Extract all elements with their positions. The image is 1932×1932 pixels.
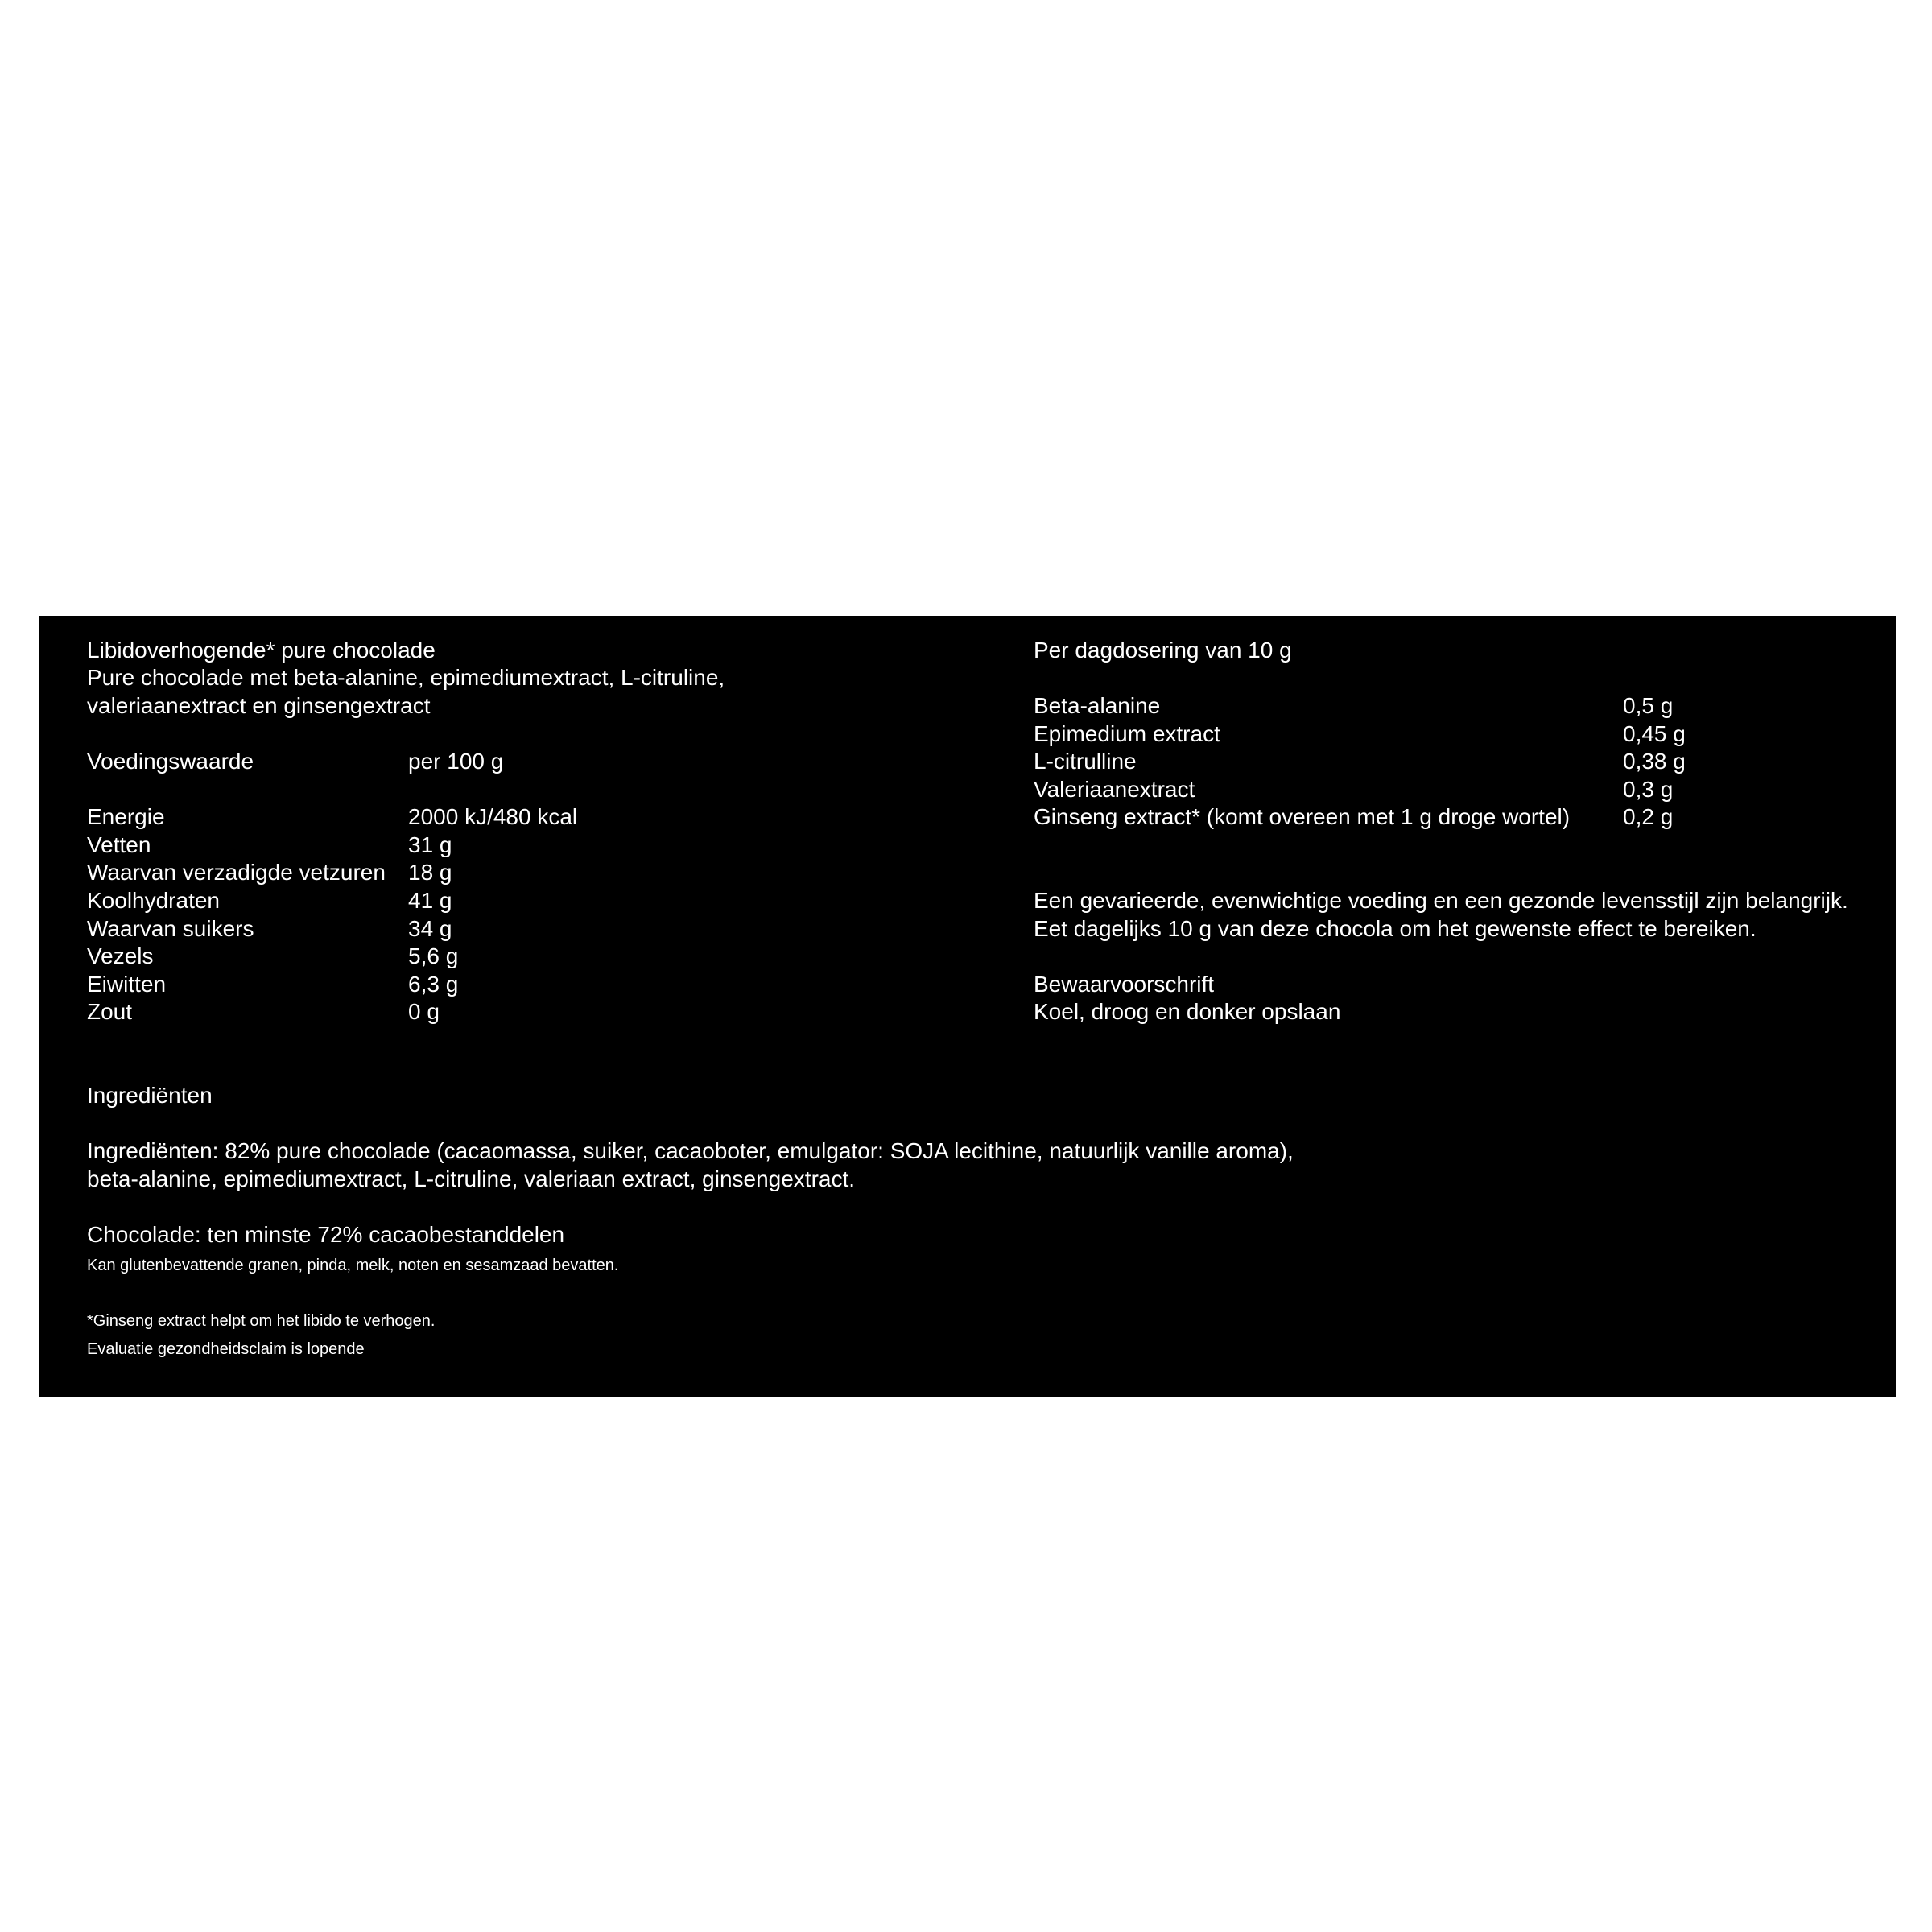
nutrition-row-value: 34 g	[408, 916, 452, 941]
label-panel	[39, 616, 1896, 1397]
nutrition-row-value: 2000 kJ/480 kcal	[408, 804, 578, 829]
product-description-line: valeriaanextract en ginsengextract	[87, 693, 431, 718]
nutrition-row-label: Energie	[87, 804, 165, 829]
cocoa-content: Chocolade: ten minste 72% cacaobestanddelen	[87, 1222, 565, 1247]
dosage-row-label: L-citrulline	[1034, 749, 1137, 774]
allergen-statement: Kan glutenbevattende granen, pinda, melk, noten en sesamzaad bevatten.	[87, 1257, 619, 1274]
footnote: Evaluatie gezondheidsclaim is lopende	[87, 1340, 365, 1358]
nutrition-row-label: Koolhydraten	[87, 888, 221, 913]
dosage-row-label: Ginseng extract* (komt overeen met 1 g droge wortel)	[1034, 804, 1571, 829]
nutrition-row-value: 41 g	[408, 888, 452, 913]
nutrition-row-label: Vetten	[87, 832, 151, 857]
nutrition-row-label: Waarvan verzadigde vetzuren	[87, 860, 386, 885]
storage-text: Koel, droog en donker opslaan	[1034, 999, 1341, 1024]
dosage-row-value: 0,2 g	[1623, 804, 1674, 829]
dosage-row-value: 0,38 g	[1623, 749, 1686, 774]
nutrition-row-value: 5,6 g	[408, 943, 459, 968]
nutrition-row-value: 31 g	[408, 832, 452, 857]
nutrition-row-value: 18 g	[408, 860, 452, 885]
nutrition-row-label: Vezels	[87, 943, 154, 968]
dosage-row-value: 0,5 g	[1623, 693, 1674, 718]
dosage-header: Per dagdosering van 10 g	[1034, 638, 1292, 663]
product-description-line: Pure chocolade met beta-alanine, epimediumextract, L-citruline,	[87, 665, 725, 690]
nutrition-row-label: Zout	[87, 999, 133, 1024]
ingredients-line: beta-alanine, epimediumextract, L-citruline, valeriaan extract, ginsengextract.	[87, 1166, 856, 1191]
nutrition-row-value: 6,3 g	[408, 972, 459, 997]
advice-line: Een gevarieerde, evenwichtige voeding en een gezonde levensstijl zijn belangrijk.	[1034, 888, 1848, 913]
storage-title: Bewaarvoorschrift	[1034, 972, 1215, 997]
dosage-row-value: 0,3 g	[1623, 777, 1674, 802]
nutrition-row-value: 0 g	[408, 999, 440, 1024]
nutrition-header-label: Voedingswaarde	[87, 749, 254, 774]
dosage-row-value: 0,45 g	[1623, 721, 1686, 746]
nutrition-row-label: Eiwitten	[87, 972, 167, 997]
dosage-row-label: Valeriaanextract	[1034, 777, 1195, 802]
nutrition-row-label: Waarvan suikers	[87, 916, 254, 941]
dosage-row-label: Beta-alanine	[1034, 693, 1161, 718]
advice-line: Eet dagelijks 10 g van deze chocola om het gewenste effect te bereiken.	[1034, 916, 1757, 941]
ingredients-heading: Ingrediënten	[87, 1083, 213, 1108]
product-title: Libidoverhogende* pure chocolade	[87, 638, 436, 663]
footnote: *Ginseng extract helpt om het libido te verhogen.	[87, 1312, 436, 1330]
ingredients-line: Ingrediënten: 82% pure chocolade (cacaomassa, suiker, cacaoboter, emulgator: SOJA lecithine, natuurlijk vanille aroma),	[87, 1138, 1294, 1163]
dosage-row-label: Epimedium extract	[1034, 721, 1220, 746]
nutrition-header-unit: per 100 g	[408, 749, 504, 774]
